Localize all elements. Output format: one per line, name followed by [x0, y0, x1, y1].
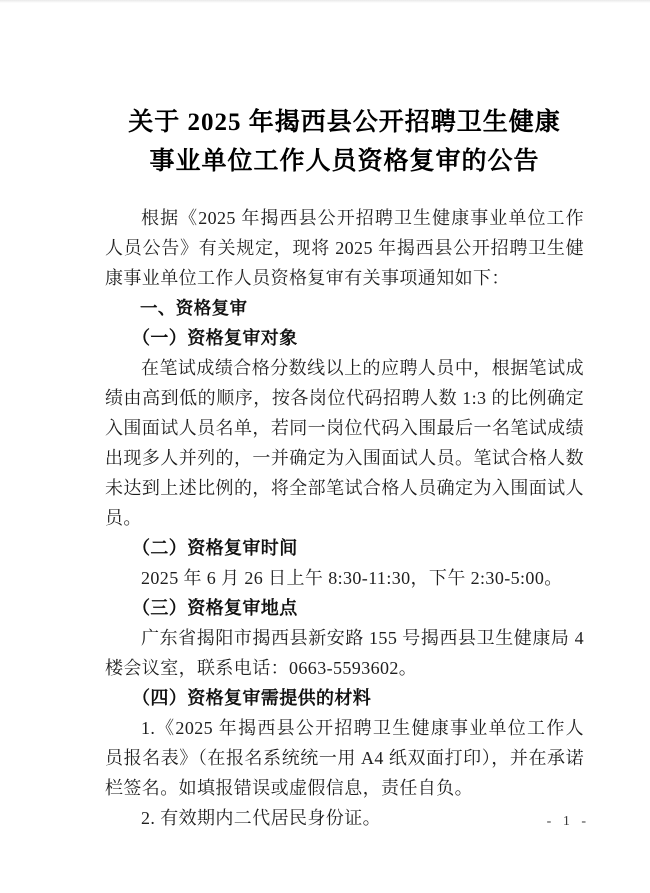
body-paragraph-targets: 在笔试成绩合格分数线以上的应聘人员中，根据笔试成绩由高到低的顺序，按各岗位代码招聘人数 1:3 的比例确定入围面试人员名单，若同一岗位代码入围最后一名笔试成绩出现多人并列的，一并确定为入围面试人员。笔试合格人数未达到上述比例的，将全部笔试合格人员确定为入围面试人员。 — [105, 358, 584, 528]
scan-top-edge — [0, 0, 650, 3]
body-paragraph-time: 2025 年 6 月 26 日上午 8:30-11:30，下午 2:30-5:00。 — [141, 568, 563, 588]
body-paragraph-place: 广东省揭阳市揭西县新安路 155 号揭西县卫生健康局 4 楼会议室，联系电话：0663-5593602。 — [105, 628, 584, 678]
subsection-heading-1-3: （三）资格复审地点 — [132, 598, 298, 618]
subsection-heading-1-2: （二）资格复审时间 — [132, 538, 298, 558]
body-paragraph-material-2: 2. 有效期内二代居民身份证。 — [141, 808, 381, 828]
document-title — [105, 103, 584, 181]
body-paragraph-material-1: 1.《2025 年揭西县公开招聘卫生健康事业单位工作人员报名表》（在报名系统统一用 A4 纸双面打印），并在承诺栏签名。如填报错误或虚假信息，责任自负。 — [105, 718, 584, 798]
subsection-heading-1-1: （一）资格复审对象 — [132, 328, 298, 348]
section-heading-1: 一、资格复审 — [140, 298, 248, 318]
intro-paragraph: 根据《2025 年揭西县公开招聘卫生健康事业单位工作人员公告》有关规定，现将 2025 年揭西县公开招聘卫生健康事业单位工作人员资格复审有关事项通知如下： — [105, 208, 584, 288]
page-number: - 1 - — [546, 814, 590, 829]
document-title-line2: 事业单位工作人员资格复审的公告 — [149, 148, 540, 175]
subsection-heading-1-4: （四）资格复审需提供的材料 — [132, 688, 372, 708]
document-title-line1: 关于 2025 年揭西县公开招聘卫生健康 — [128, 109, 561, 136]
